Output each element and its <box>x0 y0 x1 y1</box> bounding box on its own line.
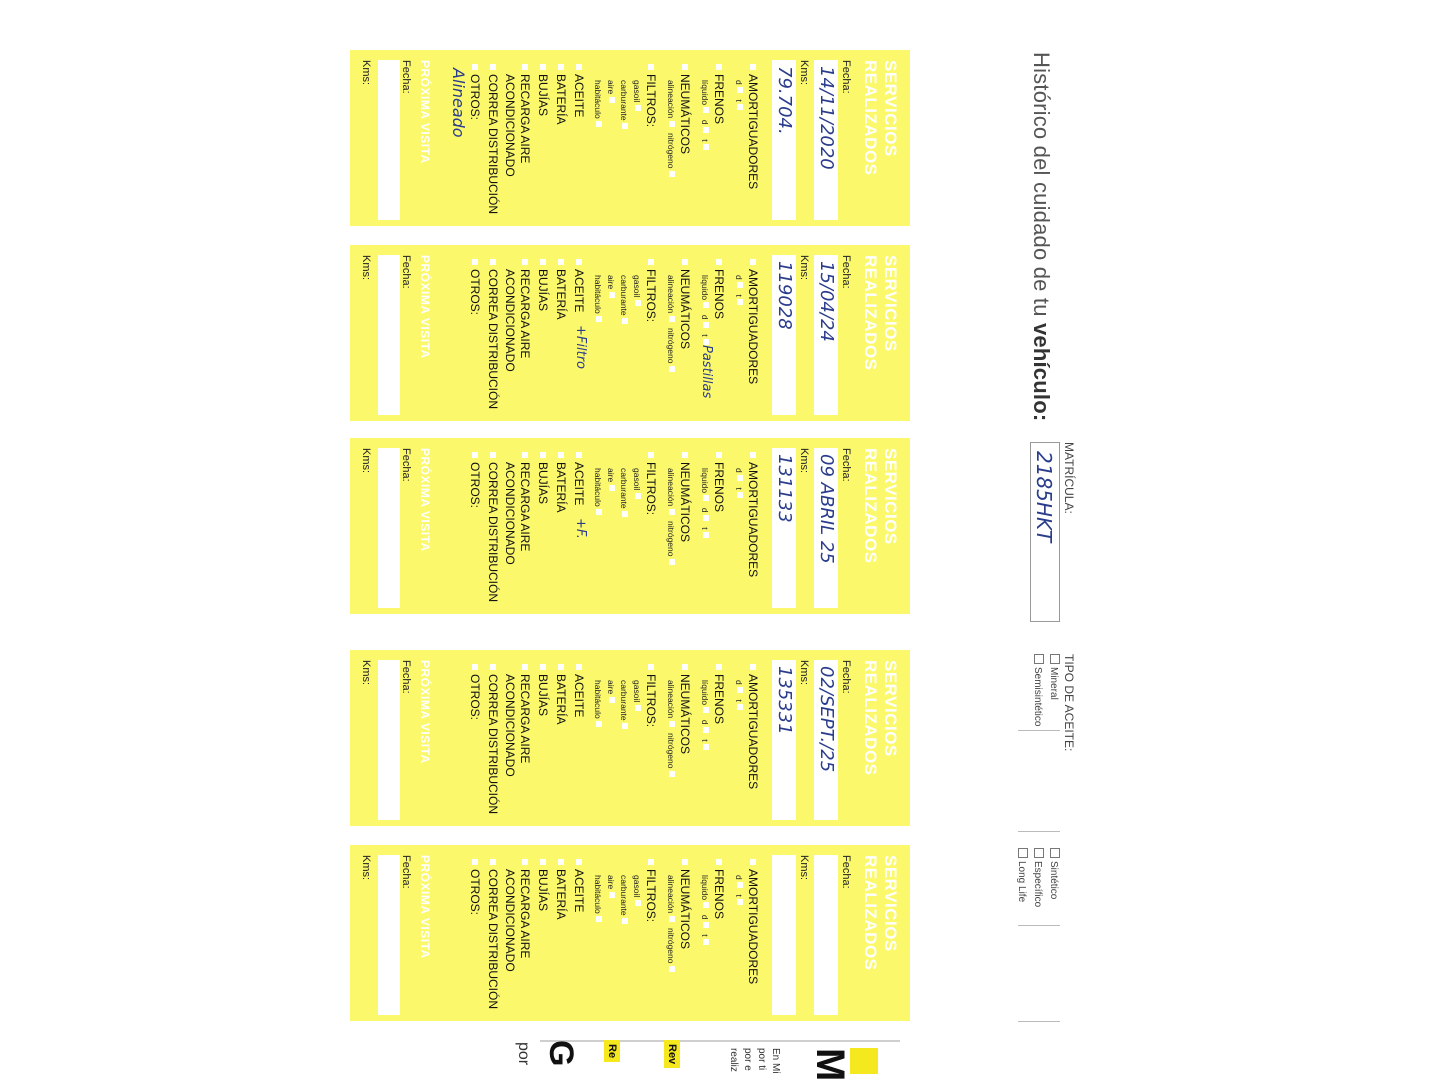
checkbox-icon <box>558 452 564 458</box>
filtros-item[interactable]: FILTROS: <box>644 859 658 922</box>
aceite-note: +Filtro <box>573 325 588 369</box>
checkbox-icon <box>472 664 478 670</box>
checkbox-icon <box>576 452 582 458</box>
bujias-item[interactable]: BUJÍAS <box>536 859 550 911</box>
otros-field[interactable] <box>436 60 464 220</box>
proxima-fecha-field[interactable] <box>378 855 400 1015</box>
checkbox-icon <box>716 664 722 670</box>
bujias-item[interactable]: BUJÍAS <box>536 64 550 116</box>
proxima-kms-label: Kms: <box>360 60 372 86</box>
filtro-gasoil: gasoil <box>632 80 642 115</box>
checkbox-icon[interactable] <box>703 515 709 521</box>
amortiguadores-sub: d t <box>734 875 744 909</box>
frenos-sub: líquido d t <box>700 275 710 349</box>
checkbox-icon <box>576 859 582 865</box>
checkbox-icon <box>750 859 756 865</box>
filtro-gasoil: gasoil <box>632 680 642 715</box>
recarga-aire-item[interactable]: RECARGA AIRE <box>518 664 532 763</box>
fecha-field[interactable] <box>814 448 838 608</box>
aceite-item[interactable]: ACEITE <box>572 452 586 505</box>
promo-accent <box>850 1048 878 1074</box>
frenos-note: Pastillas <box>699 345 714 399</box>
checkbox-icon <box>682 859 688 865</box>
checkbox-icon <box>648 259 654 265</box>
checkbox-icon <box>522 452 528 458</box>
fecha-label: Fecha: <box>840 448 852 482</box>
correa-item[interactable]: CORREA DISTRIBUCIÓN <box>486 64 500 214</box>
filtro-gasoil: gasoil <box>632 875 642 910</box>
proxima-visita-header: PRÓXIMA VISITA <box>418 448 432 552</box>
fecha-label: Fecha: <box>840 255 852 289</box>
checkbox-icon[interactable] <box>737 882 743 888</box>
checkbox-icon[interactable] <box>669 721 675 727</box>
neumaticos-item[interactable]: NEUMÁTICOS <box>678 452 692 542</box>
correa-item[interactable]: CORREA DISTRIBUCIÓN <box>486 859 500 1009</box>
fecha-label: Fecha: <box>840 60 852 94</box>
card-header: SERVICIOS REALIZADOS <box>861 255 900 371</box>
promo-logo: G <box>542 1040 580 1067</box>
filtros-item[interactable]: FILTROS: <box>644 64 658 127</box>
neumaticos-sub: alineación nitrógeno <box>666 468 676 569</box>
checkbox-icon <box>490 664 496 670</box>
checkbox-icon <box>522 859 528 865</box>
frenos-item[interactable]: FRENOS <box>712 452 726 512</box>
fecha-field[interactable] <box>814 855 838 1015</box>
checkbox-icon[interactable] <box>703 302 709 308</box>
checkbox-icon <box>558 259 564 265</box>
checkbox-icon <box>1050 654 1060 664</box>
acondicionado-label: ACONDICIONADO <box>503 462 517 565</box>
proxima-fecha-label: Fecha: <box>400 255 412 289</box>
checkbox-icon <box>576 664 582 670</box>
filtro-habitaculo: habitáculo <box>593 468 603 519</box>
kms-label: Kms: <box>798 448 810 474</box>
checkbox-icon[interactable] <box>703 495 709 501</box>
aceite-item[interactable]: ACEITE <box>572 664 586 717</box>
filtro-aire: aire <box>606 80 616 107</box>
checkbox-icon[interactable] <box>669 171 675 177</box>
filtros-item[interactable]: FILTROS: <box>644 452 658 515</box>
recarga-aire-item[interactable]: RECARGA AIRE <box>518 452 532 551</box>
kms-value: 119028 <box>774 261 795 330</box>
checkbox-icon[interactable] <box>635 300 641 306</box>
otros-item[interactable]: OTROS: <box>468 452 482 508</box>
otros-item[interactable]: OTROS: <box>468 664 482 720</box>
fecha-value: 15/04/24 <box>816 261 837 342</box>
checkbox-icon <box>1034 848 1044 858</box>
checkbox-icon[interactable] <box>622 123 628 129</box>
bateria-item[interactable]: BATERÍA <box>554 259 568 319</box>
amortiguadores-item[interactable]: AMORTIGUADORES <box>746 259 760 384</box>
matricula-value: 2185HKT <box>1032 451 1056 543</box>
checkbox-icon <box>716 259 722 265</box>
checkbox-icon[interactable] <box>669 509 675 515</box>
oil-write-lines <box>1018 730 1060 832</box>
card-header: SERVICIOS REALIZADOS <box>861 448 900 564</box>
proxima-visita-header: PRÓXIMA VISITA <box>418 660 432 764</box>
filtros-item[interactable]: FILTROS: <box>644 664 658 727</box>
checkbox-icon <box>558 859 564 865</box>
kms-field[interactable] <box>772 448 796 608</box>
checkbox-icon[interactable] <box>737 492 743 498</box>
fecha-value: 14/11/2020 <box>816 66 837 170</box>
recarga-aire-item[interactable]: RECARGA AIRE <box>518 64 532 163</box>
checkbox-icon[interactable] <box>703 939 709 945</box>
proxima-visita-header: PRÓXIMA VISITA <box>418 855 432 959</box>
matricula-field[interactable] <box>1030 442 1060 622</box>
service-card-5 <box>350 845 910 1021</box>
filtro-carburante: carburante <box>619 680 629 733</box>
proxima-fecha-label: Fecha: <box>400 660 412 694</box>
proxima-fecha-field[interactable] <box>378 660 400 820</box>
correa-item[interactable]: CORREA DISTRIBUCIÓN <box>486 664 500 814</box>
checkbox-icon <box>522 64 528 70</box>
checkbox-icon <box>716 452 722 458</box>
frenos-sub: líquido d t <box>700 680 710 754</box>
neumaticos-sub: alineación nitrógeno <box>666 875 676 976</box>
checkbox-icon <box>472 64 478 70</box>
neumaticos-item[interactable]: NEUMÁTICOS <box>678 64 692 154</box>
aceite-item[interactable]: ACEITE <box>572 859 586 912</box>
promo-bottom-text: por <box>515 1042 532 1066</box>
checkbox-icon[interactable] <box>596 121 602 127</box>
checkbox-icon[interactable] <box>669 916 675 922</box>
oil-write-lines <box>1018 925 1060 1022</box>
checkbox-icon <box>490 64 496 70</box>
neumaticos-item[interactable]: NEUMÁTICOS <box>678 859 692 949</box>
checkbox-icon[interactable] <box>737 87 743 93</box>
fecha-field[interactable] <box>814 255 838 415</box>
checkbox-icon <box>576 64 582 70</box>
checkbox-icon[interactable] <box>622 318 628 324</box>
kms-field[interactable] <box>772 660 796 820</box>
checkbox-icon <box>522 664 528 670</box>
proxima-fecha-field[interactable] <box>378 448 400 608</box>
frenos-sub: líquido d t <box>700 80 710 154</box>
checkbox-icon <box>472 859 478 865</box>
checkbox-icon[interactable] <box>596 509 602 515</box>
checkbox-icon[interactable] <box>737 899 743 905</box>
filtro-aire: aire <box>606 680 616 707</box>
proxima-fecha-label: Fecha: <box>400 855 412 889</box>
checkbox-icon <box>750 664 756 670</box>
neumaticos-sub: alineación nitrógeno <box>666 680 676 781</box>
recarga-aire-item[interactable]: RECARGA AIRE <box>518 259 532 358</box>
proxima-fecha-field[interactable] <box>378 60 400 220</box>
bujias-item[interactable]: BUJÍAS <box>536 664 550 716</box>
kms-label: Kms: <box>798 60 810 86</box>
acondicionado-label: ACONDICIONADO <box>503 269 517 372</box>
checkbox-icon[interactable] <box>737 475 743 481</box>
aceite-item[interactable]: ACEITE <box>572 64 586 117</box>
checkbox-icon[interactable] <box>622 723 628 729</box>
filtro-carburante: carburante <box>619 468 629 521</box>
service-card-4 <box>350 650 910 826</box>
service-card-3 <box>350 438 910 614</box>
filtro-habitaculo: habitáculo <box>593 680 603 731</box>
checkbox-icon <box>750 259 756 265</box>
checkbox-icon <box>490 259 496 265</box>
correa-item[interactable]: CORREA DISTRIBUCIÓN <box>486 259 500 409</box>
filtro-aire: aire <box>606 275 616 302</box>
proxima-fecha-label: Fecha: <box>400 60 412 94</box>
checkbox-icon[interactable] <box>609 292 615 298</box>
filtro-aire: aire <box>606 875 616 902</box>
checkbox-icon <box>682 259 688 265</box>
checkbox-icon[interactable] <box>609 892 615 898</box>
checkbox-icon[interactable] <box>609 485 615 491</box>
frenos-item[interactable]: FRENOS <box>712 64 726 124</box>
checkbox-icon[interactable] <box>737 687 743 693</box>
amortiguadores-item[interactable]: AMORTIGUADORES <box>746 452 760 577</box>
filtro-carburante: carburante <box>619 80 629 133</box>
checkbox-icon <box>750 64 756 70</box>
proxima-kms-label: Kms: <box>360 448 372 474</box>
correa-item[interactable]: CORREA DISTRIBUCIÓN <box>486 452 500 602</box>
checkbox-icon[interactable] <box>596 916 602 922</box>
checkbox-icon[interactable] <box>669 771 675 777</box>
checkbox-icon[interactable] <box>703 902 709 908</box>
page-title: Histórico del cuidado de tu vehículo: <box>1029 52 1054 422</box>
filtro-habitaculo: habitáculo <box>593 875 603 926</box>
matricula-label: MATRÍCULA: <box>1062 442 1076 514</box>
frenos-sub: líquido d t <box>700 468 710 542</box>
checkbox-icon <box>716 859 722 865</box>
checkbox-icon <box>490 452 496 458</box>
checkbox-icon[interactable] <box>737 299 743 305</box>
otros-item[interactable]: OTROS: <box>468 259 482 315</box>
fecha-value: 09 ABRIL 25 <box>816 454 837 564</box>
checkbox-icon[interactable] <box>737 104 743 110</box>
checkbox-icon <box>716 64 722 70</box>
acondicionado-label: ACONDICIONADO <box>503 674 517 777</box>
service-history-sheet <box>340 30 1100 1081</box>
filtro-habitaculo: habitáculo <box>593 275 603 326</box>
checkbox-icon[interactable] <box>703 322 709 328</box>
checkbox-icon <box>682 64 688 70</box>
filtro-carburante: carburante <box>619 875 629 928</box>
kms-field[interactable] <box>772 855 796 1015</box>
oil-option-especifico[interactable]: Específico <box>1032 848 1044 907</box>
bateria-item[interactable]: BATERÍA <box>554 64 568 124</box>
proxima-fecha-label: Fecha: <box>400 448 412 482</box>
filtro-aire: aire <box>606 468 616 495</box>
checkbox-icon <box>648 64 654 70</box>
kms-value: 135331 <box>774 666 795 735</box>
checkbox-icon[interactable] <box>635 705 641 711</box>
oil-option-long-life[interactable]: Long Life <box>1016 848 1028 902</box>
oil-type-label: TIPO DE ACEITE: <box>1062 654 1076 752</box>
checkbox-icon <box>540 259 546 265</box>
filtro-gasoil: gasoil <box>632 468 642 503</box>
checkbox-icon[interactable] <box>596 721 602 727</box>
checkbox-icon[interactable] <box>622 918 628 924</box>
checkbox-icon[interactable] <box>669 366 675 372</box>
neumaticos-sub: alineación nitrógeno <box>666 275 676 376</box>
checkbox-icon[interactable] <box>669 559 675 565</box>
checkbox-icon[interactable] <box>669 121 675 127</box>
checkbox-icon <box>540 64 546 70</box>
divider <box>540 1040 900 1042</box>
fecha-label: Fecha: <box>840 855 852 889</box>
amortiguadores-sub: d t <box>734 80 744 114</box>
checkbox-icon <box>540 452 546 458</box>
checkbox-icon <box>472 452 478 458</box>
otros-note: Alineado <box>449 68 468 138</box>
proxima-fecha-field[interactable] <box>378 255 400 415</box>
neumaticos-item[interactable]: NEUMÁTICOS <box>678 259 692 349</box>
filtro-gasoil: gasoil <box>632 275 642 310</box>
checkbox-icon <box>1050 848 1060 858</box>
proxima-visita-header: PRÓXIMA VISITA <box>418 255 432 359</box>
card-header: SERVICIOS REALIZADOS <box>861 660 900 776</box>
checkbox-icon[interactable] <box>703 922 709 928</box>
recarga-aire-item[interactable]: RECARGA AIRE <box>518 859 532 958</box>
proxima-visita-header: PRÓXIMA VISITA <box>418 60 432 164</box>
service-card-2 <box>350 245 910 421</box>
card-header: SERVICIOS REALIZADOS <box>861 855 900 971</box>
checkbox-icon[interactable] <box>609 97 615 103</box>
checkbox-icon[interactable] <box>703 744 709 750</box>
aceite-note: +F. <box>573 518 588 539</box>
frenos-item[interactable]: FRENOS <box>712 259 726 319</box>
bateria-item[interactable]: BATERÍA <box>554 664 568 724</box>
checkbox-icon[interactable] <box>669 316 675 322</box>
amortiguadores-sub: d t <box>734 468 744 502</box>
proxima-kms-label: Kms: <box>360 660 372 686</box>
kms-label: Kms: <box>798 660 810 686</box>
checkbox-icon[interactable] <box>703 727 709 733</box>
promo-button-rev[interactable]: Rev <box>664 1040 680 1068</box>
aceite-item[interactable]: ACEITE <box>572 259 586 312</box>
fecha-value: 02/SEPT./25 <box>816 666 837 773</box>
checkbox-icon <box>576 259 582 265</box>
frenos-item[interactable]: FRENOS <box>712 664 726 724</box>
frenos-item[interactable]: FRENOS <box>712 859 726 919</box>
promo-text: En Mi por ti por e realiz <box>728 1048 781 1074</box>
kms-field[interactable] <box>772 60 796 220</box>
amortiguadores-item[interactable]: AMORTIGUADORES <box>746 859 760 984</box>
fecha-label: Fecha: <box>840 660 852 694</box>
kms-value: 79.704. <box>774 66 795 135</box>
otros-field[interactable] <box>436 660 464 820</box>
bateria-item[interactable]: BATERÍA <box>554 452 568 512</box>
frenos-sub: líquido d t <box>700 875 710 949</box>
oil-option-sintetico[interactable]: Sintético <box>1048 848 1060 899</box>
bujias-item[interactable]: BUJÍAS <box>536 259 550 311</box>
amortiguadores-item[interactable]: AMORTIGUADORES <box>746 664 760 789</box>
acondicionado-label: ACONDICIONADO <box>503 869 517 972</box>
amortiguadores-sub: d t <box>734 275 744 309</box>
checkbox-icon[interactable] <box>737 282 743 288</box>
neumaticos-item[interactable]: NEUMÁTICOS <box>678 664 692 754</box>
fecha-field[interactable] <box>814 660 838 820</box>
checkbox-icon <box>648 664 654 670</box>
otros-item[interactable]: OTROS: <box>468 64 482 120</box>
checkbox-icon[interactable] <box>737 704 743 710</box>
otros-field[interactable] <box>436 255 464 415</box>
checkbox-icon[interactable] <box>635 105 641 111</box>
checkbox-icon[interactable] <box>669 966 675 972</box>
checkbox-icon[interactable] <box>622 511 628 517</box>
oil-option-mineral[interactable]: Mineral <box>1048 654 1060 700</box>
service-card-1 <box>350 50 910 226</box>
filtro-habitaculo: habitáculo <box>593 80 603 131</box>
checkbox-icon <box>1018 848 1028 858</box>
kms-value: 131133 <box>774 454 795 523</box>
oil-option-semisintetico[interactable]: Semisintético <box>1032 654 1044 726</box>
checkbox-icon <box>540 859 546 865</box>
amortiguadores-sub: d t <box>734 680 744 714</box>
kms-label: Kms: <box>798 255 810 281</box>
neumaticos-sub: alineación nitrógeno <box>666 80 676 181</box>
card-header: SERVICIOS REALIZADOS <box>861 60 900 176</box>
proxima-kms-label: Kms: <box>360 855 372 881</box>
checkbox-icon <box>558 64 564 70</box>
checkbox-icon[interactable] <box>703 707 709 713</box>
checkbox-icon <box>540 664 546 670</box>
checkbox-icon[interactable] <box>635 900 641 906</box>
proxima-kms-label: Kms: <box>360 255 372 281</box>
checkbox-icon[interactable] <box>635 493 641 499</box>
kms-field[interactable] <box>772 255 796 415</box>
checkbox-icon <box>522 259 528 265</box>
checkbox-icon <box>472 259 478 265</box>
checkbox-icon <box>682 664 688 670</box>
filtros-item[interactable]: FILTROS: <box>644 259 658 322</box>
bateria-item[interactable]: BATERÍA <box>554 859 568 919</box>
checkbox-icon <box>648 452 654 458</box>
filtro-carburante: carburante <box>619 275 629 328</box>
checkbox-icon[interactable] <box>609 697 615 703</box>
checkbox-icon <box>648 859 654 865</box>
otros-field[interactable] <box>436 855 464 1015</box>
checkbox-icon <box>1034 654 1044 664</box>
checkbox-icon <box>558 664 564 670</box>
bujias-item[interactable]: BUJÍAS <box>536 452 550 504</box>
kms-label: Kms: <box>798 855 810 881</box>
otros-field[interactable] <box>436 448 464 608</box>
promo-heading: M <box>808 1048 852 1081</box>
checkbox-icon <box>490 859 496 865</box>
amortiguadores-item[interactable]: AMORTIGUADORES <box>746 64 760 189</box>
checkbox-icon[interactable] <box>703 127 709 133</box>
checkbox-icon <box>750 452 756 458</box>
checkbox-icon[interactable] <box>703 107 709 113</box>
otros-item[interactable]: OTROS: <box>468 859 482 915</box>
checkbox-icon <box>682 452 688 458</box>
promo-button-re[interactable]: Re <box>604 1040 620 1062</box>
fecha-field[interactable] <box>814 60 838 220</box>
checkbox-icon[interactable] <box>703 144 709 150</box>
checkbox-icon[interactable] <box>596 316 602 322</box>
acondicionado-label: ACONDICIONADO <box>503 74 517 177</box>
checkbox-icon[interactable] <box>703 532 709 538</box>
